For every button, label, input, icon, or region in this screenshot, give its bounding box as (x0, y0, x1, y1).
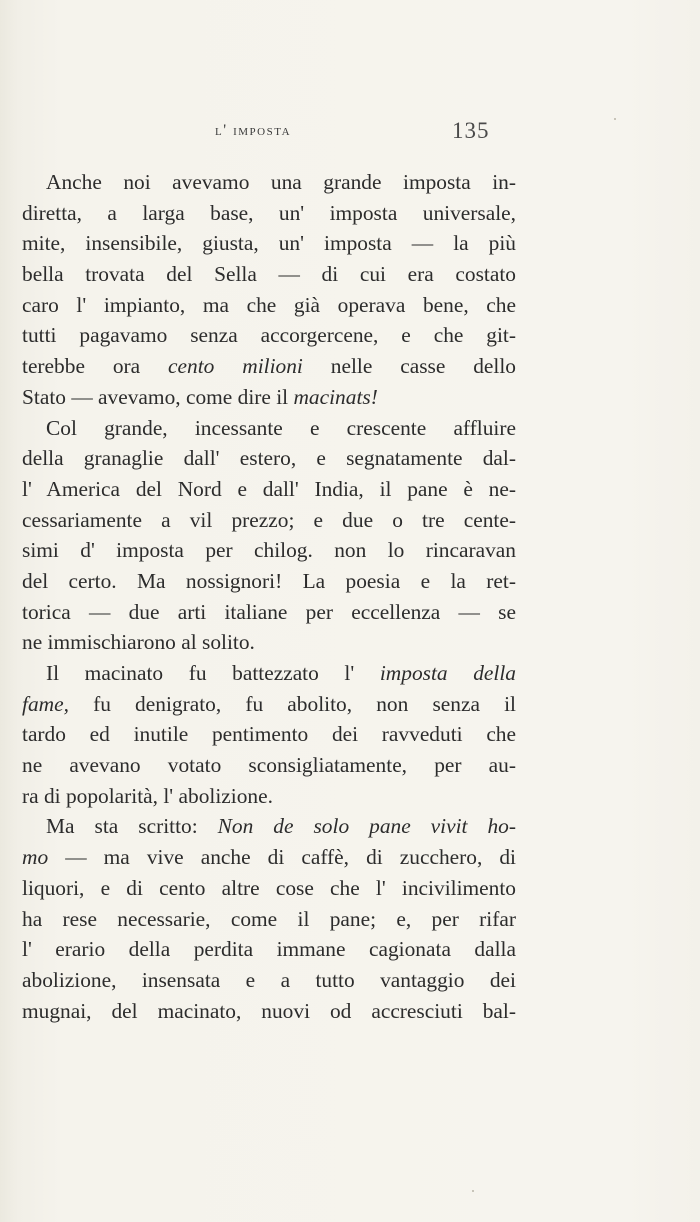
italic-text: macinats! (293, 384, 378, 409)
text-run: — ma vive anche di caffè, di zucchero, di (48, 845, 516, 870)
text-run: ne immischiarono al solito. (22, 630, 255, 655)
text-run: l' erario della perdita immane cagionata dalla (22, 937, 516, 962)
page-number: 135 (452, 118, 490, 143)
running-title: l' imposta (215, 122, 292, 139)
text-line (22, 842, 516, 873)
paragraph (22, 167, 516, 413)
text-line (22, 474, 516, 505)
text-run: tutti pagavamo senza accorgercene, e che git- (22, 323, 516, 348)
text-run: ne avevano votato sconsigliatamente, per au- (22, 753, 516, 778)
text-run: bella trovata del Sella — di cui era costato (22, 262, 516, 287)
text-line (22, 719, 516, 750)
text-run: simi d' imposta per chilog. non lo rincaravan (22, 538, 516, 563)
text-line (22, 996, 516, 1027)
paragraph (22, 413, 516, 659)
text-line (22, 750, 516, 781)
text-line (22, 566, 516, 597)
italic-text: fame, (22, 691, 69, 716)
italic-text: imposta della (379, 661, 516, 685)
paper-speck (614, 118, 616, 120)
italic-text: Non de solo pane vivit ho- (217, 814, 517, 839)
text-run: ra di popolarità, l' abolizione. (22, 783, 273, 808)
text-run: caro l' impianto, ma che già operava bene, che (22, 292, 516, 317)
text-run: diretta, a larga base, un' imposta universale, (22, 200, 516, 225)
text-run: l' America del Nord e dall' India, il pane è ne- (22, 476, 516, 501)
text-run: abolizione, insensata e a tutto vantaggio dei (22, 967, 516, 992)
text-line (22, 443, 516, 474)
text-run: Stato — avevamo, come dire il (22, 384, 294, 409)
text-run: Ma sta scritto: (46, 814, 218, 839)
italic-text: mo (22, 845, 49, 870)
text-run: mite, insensibile, giusta, un' imposta — la più (22, 231, 516, 256)
paragraph (22, 811, 516, 1026)
text-run: nelle casse dello (302, 354, 516, 379)
text-line (22, 167, 516, 198)
text-run: Col grande, incessante e crescente affluire (46, 415, 516, 440)
italic-text: cento milioni (168, 354, 303, 379)
text-run: della granaglie dall' estero, e segnatamente dal- (22, 446, 516, 471)
text-line (22, 413, 516, 444)
text-line (22, 351, 516, 382)
text-run: Il macinato fu battezzato l' (46, 661, 380, 685)
text-line (22, 259, 516, 290)
text-line (22, 597, 516, 628)
text-line (22, 965, 516, 996)
text-run: fu denigrato, fu abolito, non senza il (68, 691, 516, 716)
text-line (22, 228, 516, 259)
text-line (22, 627, 516, 658)
text-line (22, 535, 516, 566)
text-line (22, 382, 516, 413)
body-text (22, 167, 516, 1026)
paper-speck (472, 1190, 474, 1192)
text-run: ha rese necessarie, come il pane; e, per rifar (22, 906, 516, 931)
text-run: cessariamente a vil prezzo; e due o tre cente- (22, 507, 516, 532)
text-run: tardo ed inutile pentimento dei ravveduti che (22, 722, 516, 747)
text-line (22, 904, 516, 935)
text-line (22, 934, 516, 965)
paragraph (22, 658, 516, 811)
text-run: Anche noi avevamo una grande imposta in- (46, 170, 516, 194)
text-run: torica — due arti italiane per eccellenza — se (22, 599, 516, 624)
text-line (22, 873, 516, 904)
text-line (22, 198, 516, 229)
text-line (22, 505, 516, 536)
text-line (22, 811, 516, 842)
page-header (0, 118, 700, 148)
text-line (22, 781, 516, 812)
text-line (22, 689, 516, 720)
text-line (22, 320, 516, 351)
text-run: mugnai, del macinato, nuovi od accresciuti bal- (22, 998, 516, 1023)
text-run: liquori, e di cento altre cose che l' incivilimento (22, 875, 516, 900)
text-run: del certo. Ma nossignori! La poesia e la ret- (22, 568, 516, 593)
text-line (22, 290, 516, 321)
text-line (22, 658, 516, 689)
text-run: terebbe ora (22, 354, 169, 379)
